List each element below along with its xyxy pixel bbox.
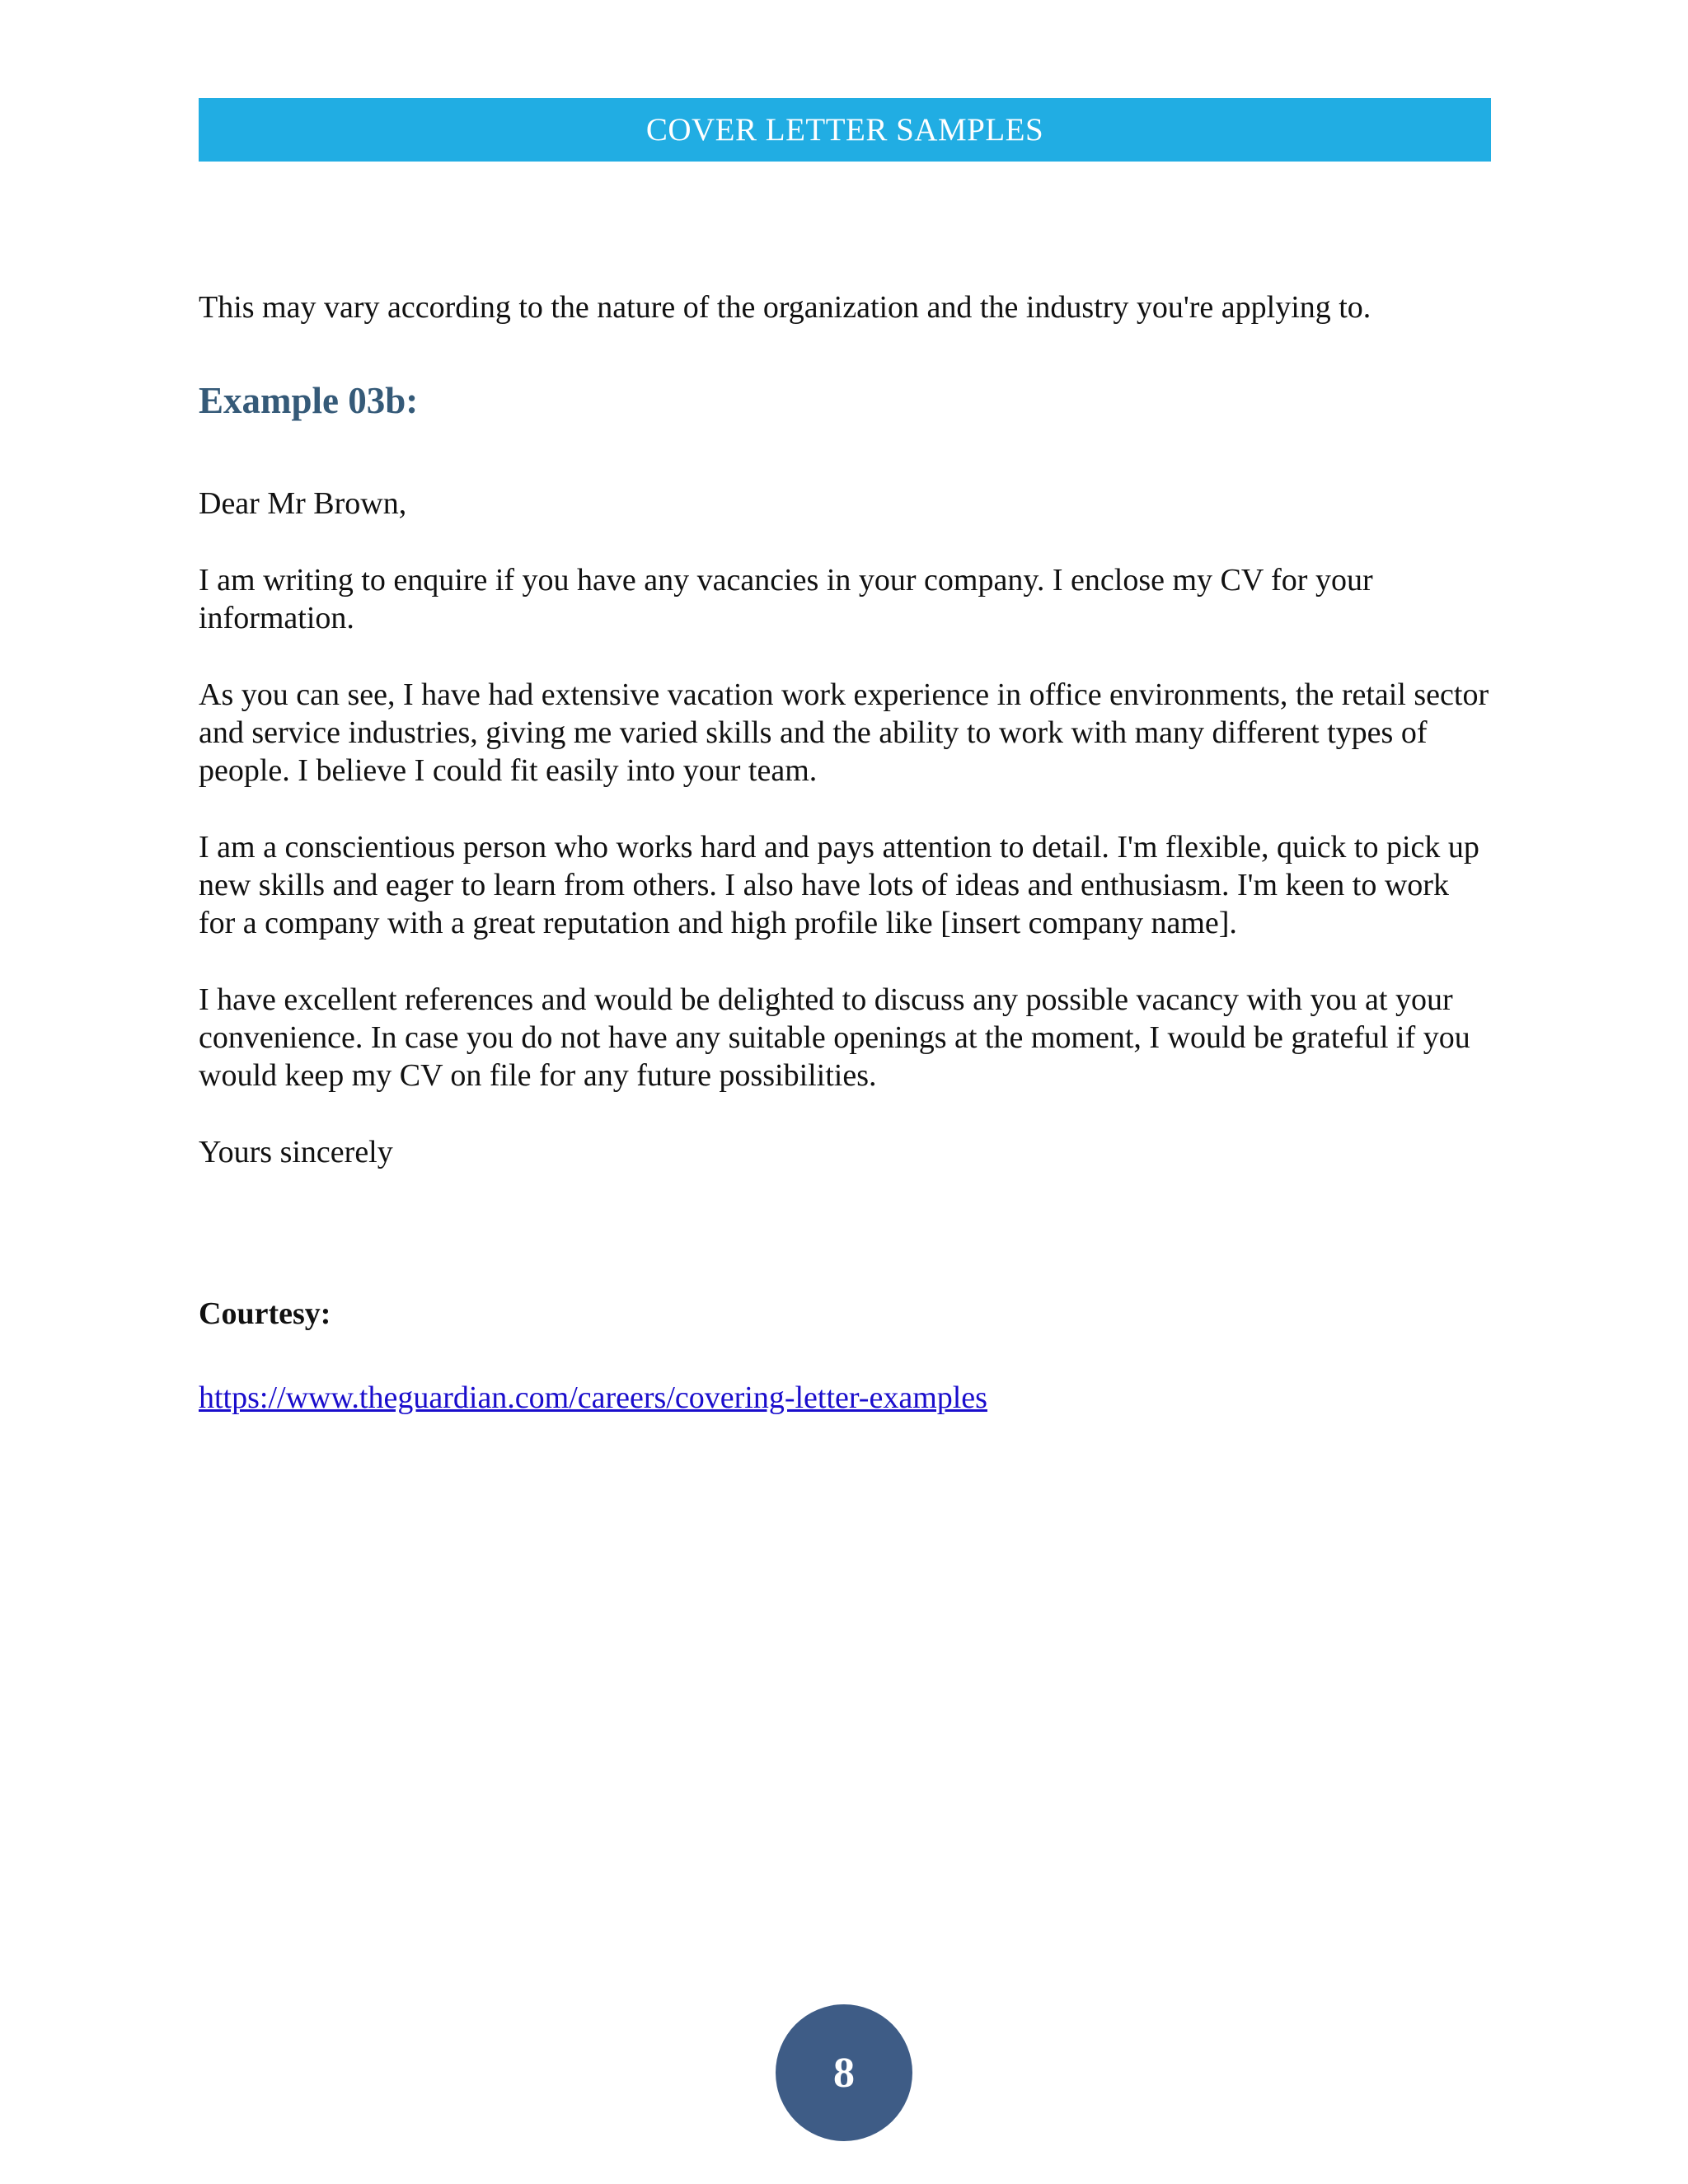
header-banner [199,98,1491,162]
example-heading: Example 03b: [199,380,419,421]
courtesy-link[interactable]: https://www.theguardian.com/careers/covering-letter-examples [199,1380,987,1415]
intro-paragraph: This may vary according to the nature of the organization and the industry you're applying to. [199,290,1372,325]
letter-signoff: Yours sincerely [199,1135,393,1169]
header-title: COVER LETTER SAMPLES [645,112,1044,148]
cover-letter [199,485,1493,1171]
courtesy-link-row [199,1379,1493,1417]
courtesy-label: Courtesy: [199,1296,331,1331]
letter-paragraph-2: As you can see, I have had extensive vacation work experience in office environments, the retail sector and service industries, giving me varied skills and the ability to work with many different types of people. I believe I could fit easily into your team. [199,677,1489,788]
page-content [199,288,1493,1417]
page-number-badge [776,2004,912,2141]
letter-salutation: Dear Mr Brown, [199,486,407,521]
letter-paragraph-4: I have excellent references and would be delighted to discuss any possible vacancy with you at your convenience. In case you do not have any suitable openings at the moment, I would be grateful if you would keep my CV on file for any future possibilities. [199,982,1470,1093]
letter-paragraph-1: I am writing to enquire if you have any vacancies in your company. I enclose my CV for your information. [199,563,1373,635]
page-number: 8 [833,2049,855,2097]
letter-paragraph-3: I am a conscientious person who works hard and pays attention to detail. I'm flexible, quick to pick up new skills and eager to learn from others. I also have lots of ideas and enthusiasm. I'm keen to work for a company with a great reputation and high profile like [insert company name]. [199,830,1479,940]
